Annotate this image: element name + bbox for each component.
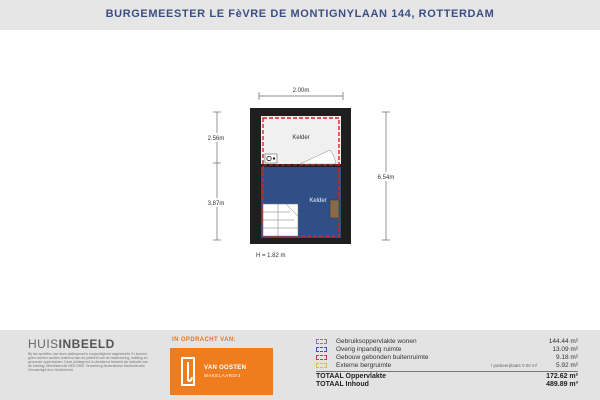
area-legend: [316, 338, 578, 389]
room-label-upper: Kelder: [292, 135, 310, 141]
legend-label: Externe bergruimte: [336, 362, 392, 369]
ceiling-height-label: H = 1.82 m: [256, 253, 286, 259]
width-dimension-label: 2.00m: [292, 88, 310, 94]
total-label: TOTAAL Oppervlakte: [316, 373, 387, 380]
legend-swatch: [316, 347, 327, 352]
meter-icon: [265, 154, 277, 163]
legend-row: [316, 346, 578, 354]
room-label-lower: Kelder: [309, 198, 327, 204]
disclaimer-text: Bij het opstellen van deze plattegrond is zorgvuldigheid nagestreefd. Er kunnen geen rechten worden ontleend aan de juistheid van de maatvoering, indeling en getoonde oppervlakten. Deze plattegrond is uitsluitend bedoeld als indicatie van de indeling. Meetinstructie NEN 2580. Verwerking Nederlandse Meetinstructie. Vervaardigd door Huisinbeeld.: [28, 352, 148, 372]
total-row: [316, 381, 578, 389]
legend-divider: [316, 371, 578, 372]
cabinet: [330, 200, 339, 218]
left-dimensions: [200, 112, 232, 240]
agency-logo-block: [170, 348, 273, 395]
total-label: TOTAAL Inhoud: [316, 381, 369, 388]
legend-value: 9.18 m²: [555, 354, 578, 361]
footer: [0, 330, 600, 400]
legend-label: Gebruiksoppervlakte wonen: [336, 338, 417, 345]
legend-value: 5.92 m²: [555, 362, 578, 369]
brand-suffix: INBEELD: [58, 337, 115, 351]
total-value: 489.89 m³: [546, 381, 578, 388]
lower-height-label: 3.87m: [207, 201, 225, 207]
agency-logo-icon: [178, 355, 198, 388]
legend-label: Gebouw gebonden buitenruimte: [336, 354, 429, 361]
header-bar: [0, 0, 600, 30]
total-value: 172.62 m²: [546, 373, 578, 380]
legend-value: 144.44 m²: [548, 338, 578, 345]
legend-swatch: [316, 339, 327, 344]
total-height-label: 6.54m: [377, 175, 395, 181]
legend-row: [316, 362, 578, 370]
width-dimension: [259, 88, 343, 100]
commissioned-by-label: IN OPDRACHT VAN:: [172, 337, 236, 343]
total-row: [316, 373, 578, 381]
floor-plan: [0, 30, 600, 330]
upper-height-label: 2.56m: [207, 136, 225, 142]
legend-value: 13.09 m²: [552, 346, 578, 353]
agency-name: VAN OOSTEN: [204, 365, 247, 371]
right-dimension: [370, 112, 402, 240]
agency-subtitle: MAKELAARDIJ: [204, 373, 241, 378]
legend-parking-note: / parkeerplaats 0.00 m²: [491, 363, 538, 368]
legend-swatch: [316, 363, 327, 368]
address-title: BURGEMEESTER LE FèVRE DE MONTIGNYLAAN 144, ROTTERDAM: [105, 8, 495, 20]
brand-prefix: HUIS: [28, 337, 59, 351]
brand-logo: [28, 337, 115, 351]
legend-row: [316, 354, 578, 362]
legend-row: [316, 338, 578, 346]
stairs: [263, 204, 298, 236]
legend-swatch: [316, 355, 327, 360]
legend-label: Overig inpandig ruimte: [336, 346, 402, 353]
